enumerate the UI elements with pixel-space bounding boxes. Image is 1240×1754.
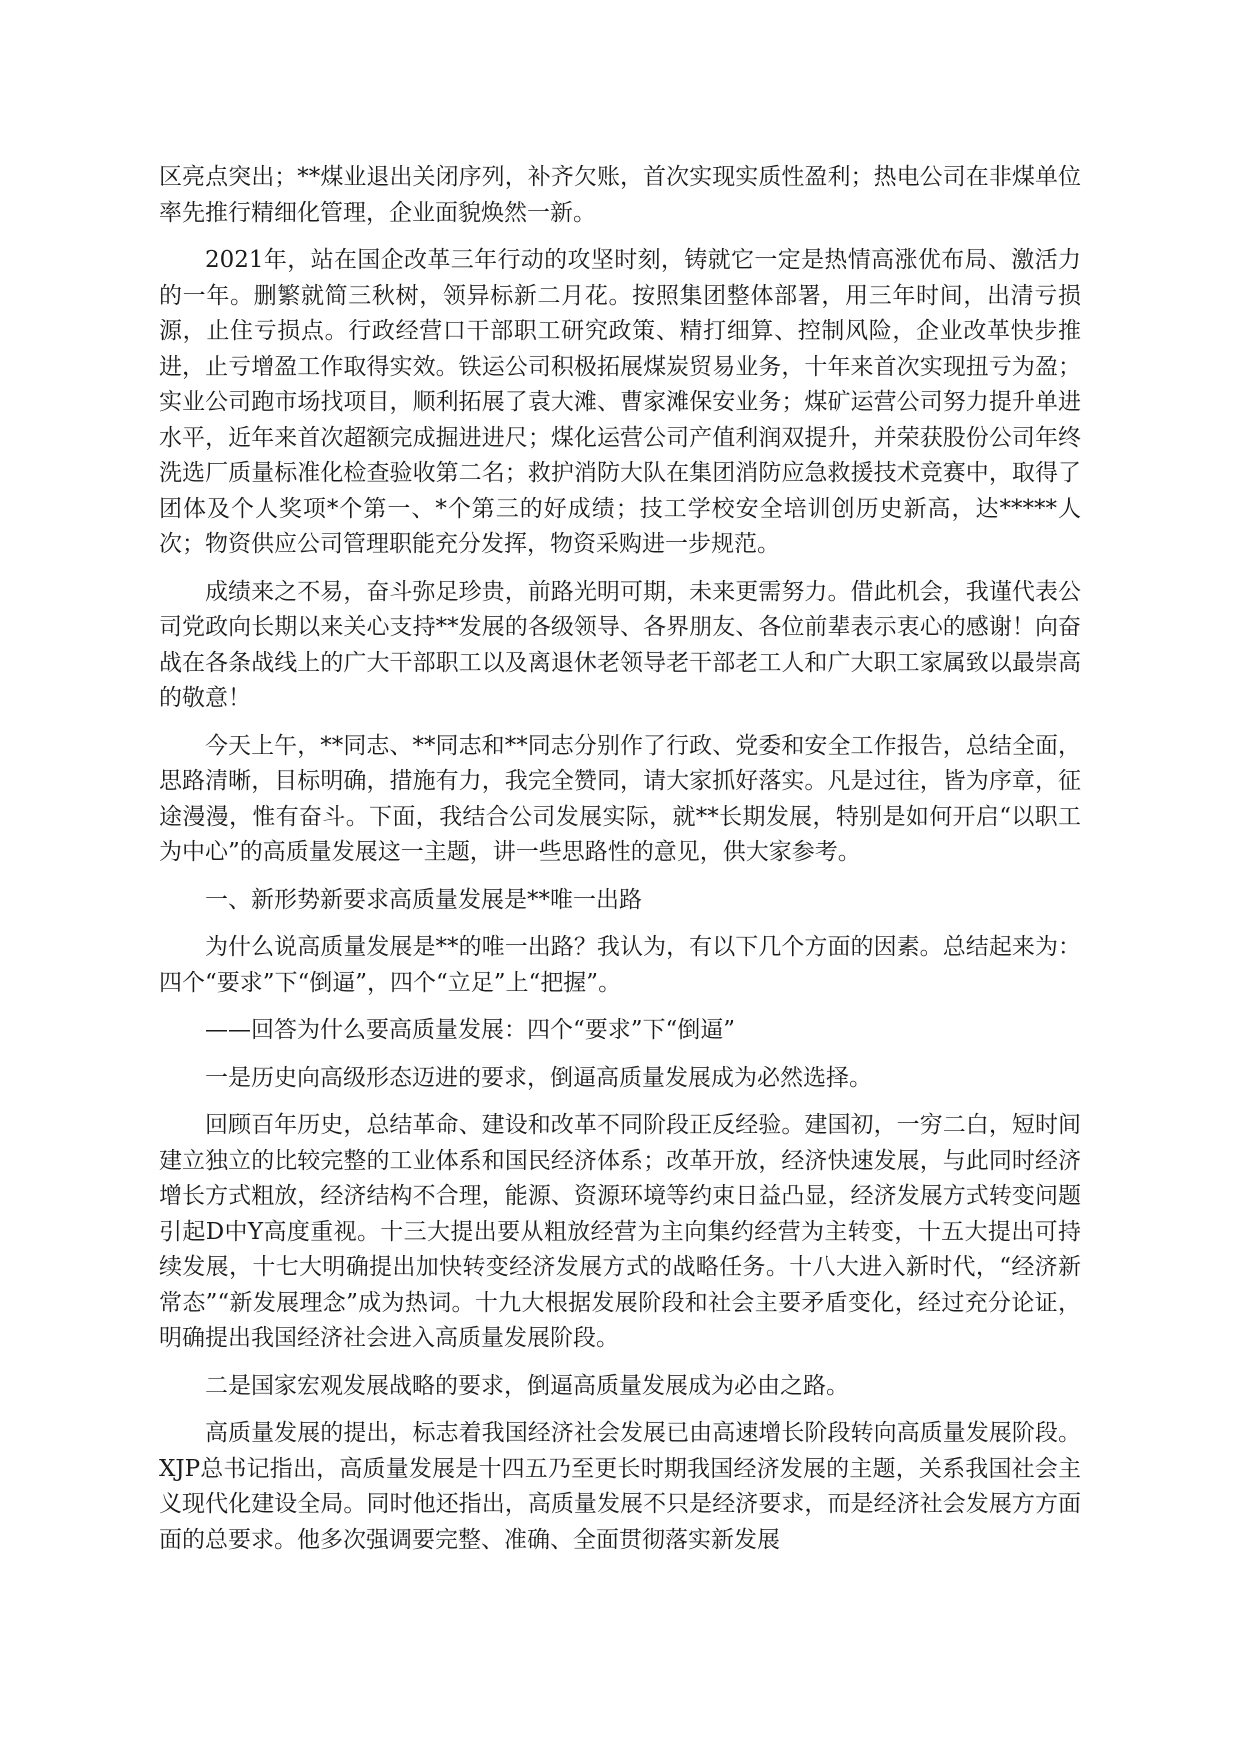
paragraph-thanks: 成绩来之不易，奋斗弥足珍贵，前路光明可期，未来更需努力。借此机会，我谨代表公司党政向长期以来关心支持**发展的各级领导、各界朋友、各位前辈表示衷心的感谢！向奋战在各条战线上的广大干部职工以及离退休老领导老干部老工人和广大职工家属致以最崇高的敬意！ bbox=[159, 578, 1081, 711]
paragraph-history-review: 回顾百年历史，总结革命、建设和改革不同阶段正反经验。建国初，一穷二白，短时间建立独立的比较完整的工业体系和国民经济体系；改革开放，经济快速发展，与此同时经济增长方式粗放，经济结构不合理，能源、资源环境等约束日益凸显，经济发展方式转变问题引起D中Y高度重视。十三大提出要从粗放经营为主向集约经营为主转变，十五大提出可持续发展，十七大明确提出加快转变经济发展方式的战略任务。十八大进入新时代，“经济新常态”“新发展理念”成为热词。十九大根据发展阶段和社会主要矛盾变化，经过充分论证，明确提出我国经济社会进入高质量发展阶段。 bbox=[159, 1112, 1081, 1351]
point-one-heading: 一是历史向高级形态迈进的要求，倒逼高质量发展成为必然选择。 bbox=[205, 1064, 872, 1091]
point-two-heading: 二是国家宏观发展战略的要求，倒逼高质量发展成为必由之路。 bbox=[205, 1372, 849, 1399]
paragraph-national-strategy: 高质量发展的提出，标志着我国经济社会发展已由高速增长阶段转向高质量发展阶段。XJP总书记指出，高质量发展是十四五乃至更长时期我国经济发展的主题，关系我国社会主义现代化建设全局。同时他还指出，高质量发展不只是经济要求，而是经济社会发展方方面面的总要求。他多次强调要完整、准确、全面贯彻落实新发展 bbox=[159, 1420, 1081, 1553]
paragraph-continued-highlights: 区亮点突出；**煤业退出关闭序列，补齐欠账，首次实现实质性盈利；热电公司在非煤单位率先推行精细化管理，企业面貌焕然一新。 bbox=[159, 164, 1081, 226]
document-body bbox=[159, 160, 1081, 1570]
paragraph-why-high-quality: 为什么说高质量发展是**的唯一出路？我认为，有以下几个方面的因素。总结起来为：四个“要求”下“倒逼”，四个“立足”上“把握”。 bbox=[159, 934, 1081, 996]
paragraph-morning-reports: 今天上午，**同志、**同志和**同志分别作了行政、党委和安全工作报告，总结全面，思路清晰，目标明确，措施有力，我完全赞同，请大家抓好落实。凡是过往，皆为序章，征途漫漫，惟有奋斗。下面，我结合公司发展实际，就**长期发展，特别是如何开启“以职工为中心”的高质量发展这一主题，讲一些思路性的意见，供大家参考。 bbox=[159, 732, 1081, 865]
subheading-four-requirements: ——回答为什么要高质量发展：四个“要求”下“倒逼” bbox=[205, 1017, 736, 1043]
paragraph-2021-review: 2021年，站在国企改革三年行动的攻坚时刻，铸就它一定是热情高涨优布局、激活力的一年。删繁就简三秋树，领异标新二月花。按照集团整体部署，用三年时间，出清亏损源，止住亏损点。行政经营口干部职工研究政策、精打细算、控制风险，企业改革快步推进，止亏增盈工作取得实效。铁运公司积极拓展煤炭贸易业务，十年来首次实现扭亏为盈；实业公司跑市场找项目，顺利拓展了袁大滩、曹家滩保安业务；煤矿运营公司努力提升单进水平，近年来首次超额完成掘进进尺；煤化运营公司产值利润双提升，并荣获股份公司年终洗选厂质量标准化检查验收第二名；救护消防大队在集团消防应急救援技术竞赛中，取得了团体及个人奖项*个第一、*个第三的好成绩；技工学校安全培训创历史新高，达*****人次；物资供应公司管理职能充分发挥，物资采购进一步规范。 bbox=[159, 247, 1081, 557]
section-heading-1: 一、新形势新要求高质量发展是**唯一出路 bbox=[205, 886, 642, 913]
